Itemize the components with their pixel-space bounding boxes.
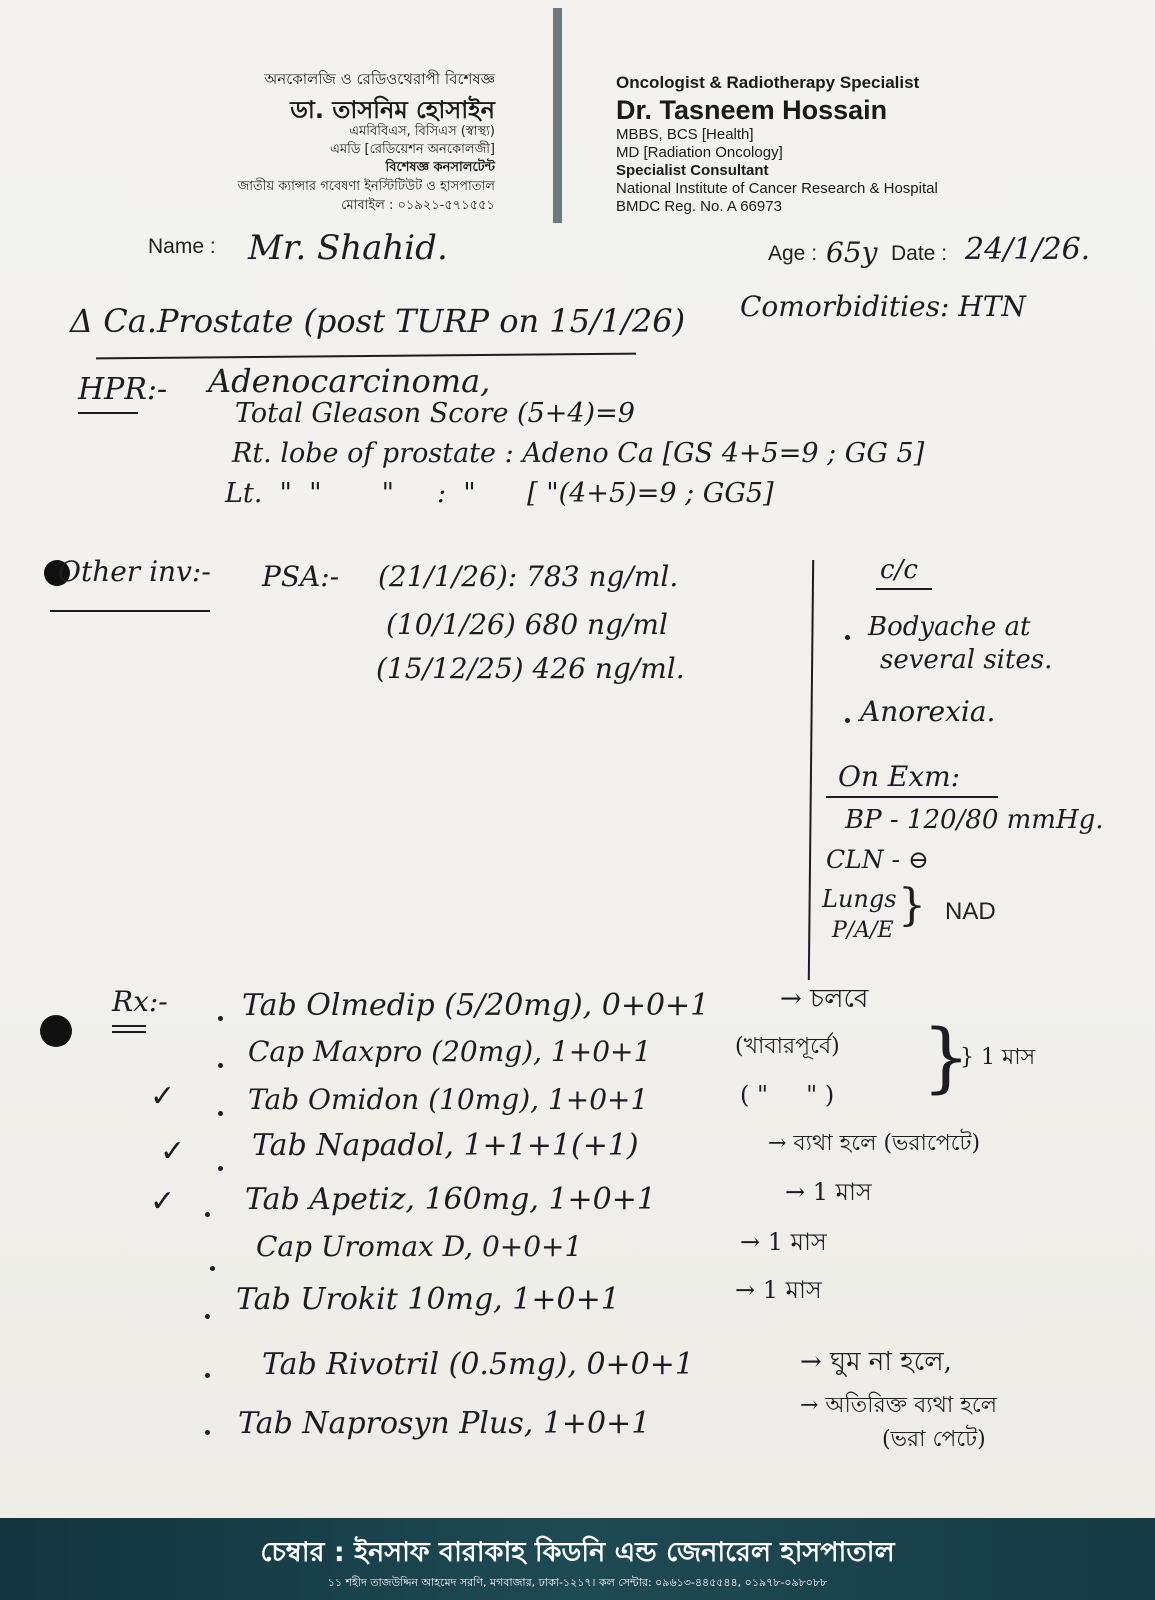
- diagnosis-underline: [96, 353, 636, 360]
- age-label: Age :: [768, 242, 818, 265]
- rx-note: (খাবারপূর্বে): [735, 1034, 840, 1059]
- rx-brace-note: } 1 মাস: [960, 1045, 1036, 1070]
- psa-value-2: (10/1/26) 680 ng/ml: [386, 608, 668, 641]
- check-mark-icon: ✓: [150, 1079, 176, 1114]
- bullet: [845, 718, 850, 723]
- exam-lungs: Lungs: [822, 885, 897, 913]
- hpr-label: HPR:-: [78, 372, 168, 407]
- bullet: [845, 635, 850, 640]
- bullet: [205, 1373, 210, 1378]
- rx-note: → ব্যথা হলে (ভরাপেটে): [768, 1131, 981, 1156]
- rx-drug: Tab Rivotril (0.5mg), 0+0+1: [262, 1347, 694, 1382]
- hpr-line3: Rt. lobe of prostate : Adeno Ca [GS 4+5=9 ; GG 5]: [232, 438, 925, 469]
- rx-note: → অতিরিক্ত ব্যথা হলে: [800, 1393, 998, 1418]
- bn-specialty: অনকোলজি ও রেডিওথেরাপী বিশেষজ্ঞ: [264, 70, 495, 88]
- bn-mobile: মোবাইল : ০১৯২১-৫৭১৫৫১: [341, 198, 495, 213]
- rx-drug: Cap Maxpro (20mg), 1+0+1: [248, 1035, 652, 1068]
- bullet: [218, 1063, 223, 1068]
- en-bmdc: BMDC Reg. No. A 66973: [616, 198, 782, 215]
- bullet: [205, 1212, 210, 1217]
- bn-doctor-name: ডা. তাসনিম হোসাইন: [290, 96, 495, 124]
- diagnosis: Δ Ca.Prostate (post TURP on 15/1/26): [70, 302, 686, 340]
- name-label: Name :: [148, 235, 216, 258]
- rx-drug: Tab Apetiz, 160mg, 1+0+1: [245, 1182, 656, 1217]
- psa-label: PSA:-: [262, 560, 340, 593]
- bn-institute: জাতীয় ক্যান্সার গবেষণা ইনস্টিটিউট ও হাসপাতাল: [237, 179, 495, 194]
- patient-age: 65y: [826, 236, 878, 269]
- rx-underline: [112, 1031, 146, 1033]
- exam-bp: BP - 120/80 mmHg.: [845, 805, 1104, 835]
- en-degree2: MD [Radiation Oncology]: [616, 144, 783, 161]
- bn-degree2: এমডি [রেডিয়েশন অনকোলজী]: [330, 142, 495, 157]
- cc-item-1b: several sites.: [880, 645, 1053, 675]
- rx-note: → 1 মাস: [740, 1228, 827, 1256]
- en-specialty: Oncologist & Radiotherapy Specialist: [616, 73, 920, 92]
- exam-label: On Exm:: [838, 760, 961, 793]
- rx-note-2: (ভরা পেটে): [882, 1427, 986, 1452]
- rx-drug: Cap Uromax D, 0+0+1: [256, 1230, 583, 1263]
- ink-dot: [40, 1015, 72, 1047]
- patient-name: Mr. Shahid.: [248, 228, 448, 268]
- bullet: [205, 1314, 210, 1319]
- check-mark-icon: ✓: [150, 1184, 176, 1219]
- exam-brace: }: [898, 880, 926, 931]
- cc-underline: [876, 588, 932, 590]
- hpr-line2: Total Gleason Score (5+4)=9: [235, 398, 635, 429]
- column-separator: [808, 560, 814, 980]
- bn-designation: বিশেষজ্ঞ কনসালটেন্ট: [385, 160, 495, 175]
- cc-label: c/c: [880, 555, 918, 585]
- en-institute: National Institute of Cancer Research & Hospital: [616, 180, 938, 197]
- rx-drug: Tab Omidon (10mg), 1+0+1: [248, 1083, 649, 1116]
- exam-cln: CLN - ⊖: [826, 845, 929, 874]
- cc-item-1: Bodyache at: [868, 612, 1031, 642]
- exam-nad: NAD: [945, 898, 996, 925]
- rx-note: → চলবে: [780, 984, 869, 1014]
- exam-underline: [826, 796, 998, 798]
- rx-brace: }: [922, 1012, 971, 1101]
- bullet: [205, 1430, 210, 1435]
- bullet: [218, 1016, 223, 1021]
- rx-drug: Tab Napadol, 1+1+1(+1): [252, 1128, 639, 1163]
- rx-drug: Tab Olmedip (5/20mg), 0+0+1: [242, 988, 710, 1023]
- en-designation: Specialist Consultant: [616, 162, 769, 179]
- check-mark-icon: ✓: [160, 1134, 186, 1169]
- en-doctor-name: Dr. Tasneem Hossain: [616, 95, 888, 125]
- hpr-line4: Lt. " " " : " [ "(4+5)=9 ; GG5]: [225, 478, 774, 509]
- footer-chamber: চেম্বার : ইনসাফ বারাকাহ কিডনি এন্ড জেনারেল হাসপাতাল: [260, 1537, 895, 1568]
- rx-note: → 1 মাস: [735, 1276, 822, 1304]
- rx-note: → ঘুম না হলে,: [800, 1347, 952, 1377]
- rx-note: → 1 মাস: [785, 1178, 872, 1206]
- exam-pae: P/A/E: [832, 918, 894, 943]
- psa-value-3: (15/12/25) 426 ng/ml.: [376, 652, 685, 685]
- header-divider: [553, 8, 562, 223]
- rx-label: Rx:-: [112, 985, 168, 1018]
- bn-degree1: এমবিবিএস, বিসিএস (স্বাস্থ্য): [349, 124, 495, 139]
- cc-item-2: Anorexia.: [860, 695, 996, 728]
- hpr-underline: [78, 412, 138, 414]
- hpr-line1: Adenocarcinoma,: [208, 362, 491, 400]
- footer: [0, 1518, 1155, 1600]
- date-label: Date :: [891, 242, 948, 265]
- visit-date: 24/1/26.: [965, 232, 1091, 267]
- rx-underline: [112, 1025, 146, 1027]
- rx-drug: Tab Urokit 10mg, 1+0+1: [236, 1282, 620, 1317]
- bullet: [218, 1166, 223, 1171]
- bullet: [210, 1266, 215, 1271]
- inv-label: Other inv:-: [58, 555, 211, 588]
- rx-drug: Tab Naprosyn Plus, 1+0+1: [238, 1406, 651, 1441]
- en-degree1: MBBS, BCS [Health]: [616, 126, 754, 143]
- comorbidities: Comorbidities: HTN: [740, 290, 1026, 323]
- bullet: [218, 1111, 223, 1116]
- psa-value-1: (21/1/26): 783 ng/ml.: [378, 560, 679, 593]
- inv-underline: [50, 610, 210, 612]
- footer-address: ১১ শহীদ তাজউদ্দিন আহমেদ সরণি, মগবাজার, ঢাকা-১২১৭। কল সেন্টার: ০৯৬১৩-৪৪৫৫৪৪, ০১৯৭৮-০৯৮০৮৮: [327, 1576, 828, 1589]
- rx-note: ( " " ): [740, 1081, 835, 1109]
